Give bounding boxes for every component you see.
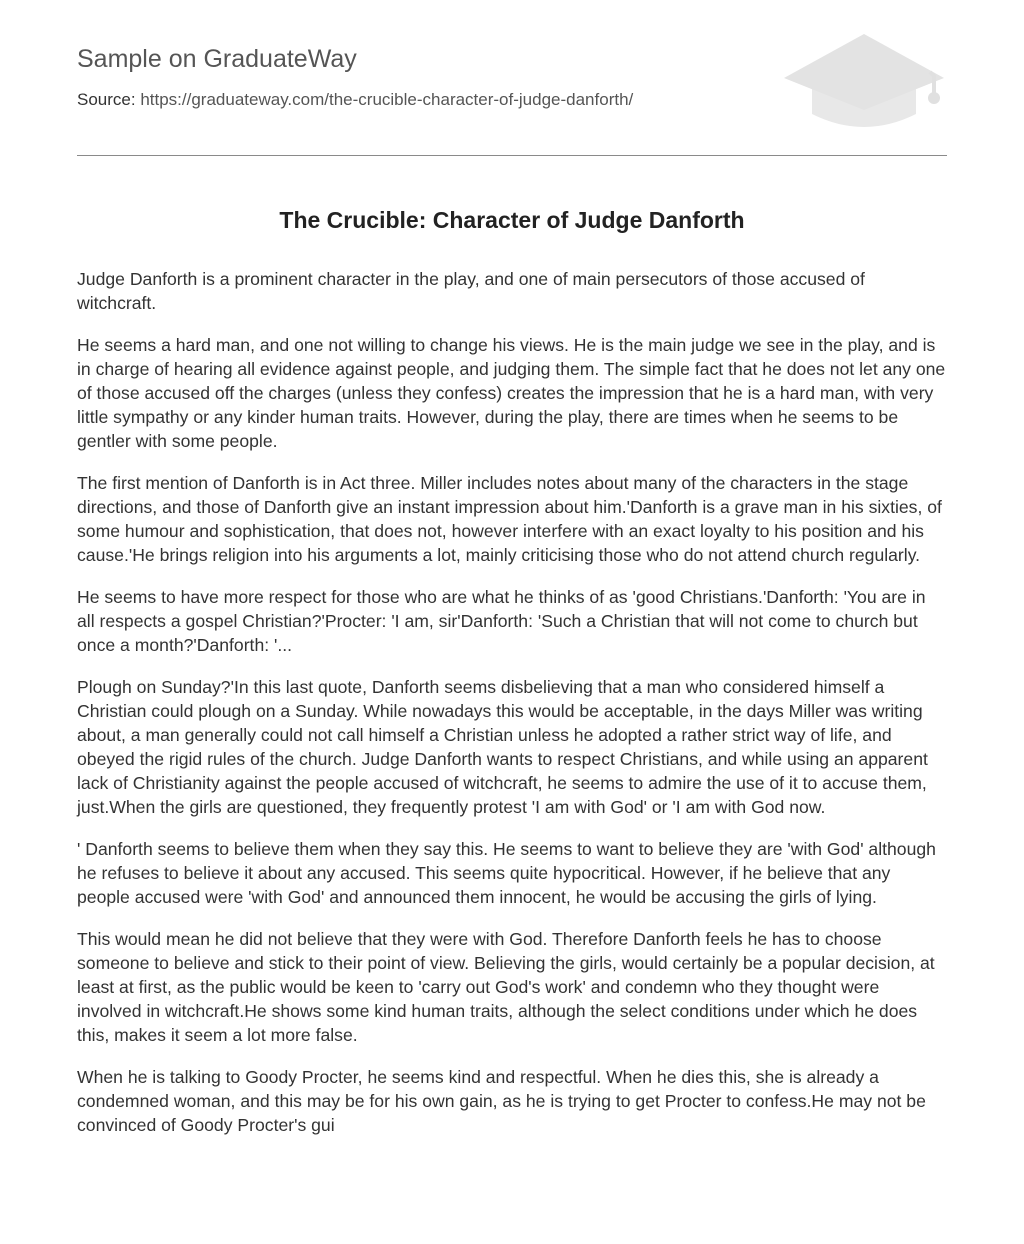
header-divider — [77, 155, 947, 156]
article-paragraph: ' Danforth seems to believe them when they say this. He seems to want to believe they are 'with God' although he refuses to believe it about any accused. This seems quite hypocritical. However, if he believe that any people accused were 'with God' and announced them innocent, he would be accusing the girls of lying. — [77, 839, 936, 907]
source-link[interactable]: https://graduateway.com/the-crucible-character-of-judge-danforth/ — [140, 90, 634, 109]
article-paragraph: Plough on Sunday?'In this last quote, Danforth seems disbelieving that a man who considered himself a Christian could plough on a Sunday. While nowadays this would be acceptable, in the days Miller was writing about, a man generally could not call himself a Christian unless he adopted a rather strict way of life, and obeyed the rigid rules of the church. Judge Danforth wants to respect Christians, and while using an apparent lack of Christianity against the people accused of witchcraft, he seems to admire the use of it to accuse them, just.When the girls are questioned, they frequently protest 'I am with God' or 'I am with God now. — [77, 677, 928, 817]
article-body — [77, 267, 947, 1155]
article-paragraph: This would mean he did not believe that they were with God. Therefore Danforth feels he has to choose someone to believe and stick to their point of view. Believing the girls, would certainly be a popular decision, at least at first, as the public would be keen to 'carry out God's work' and condemn who they thought were involved in witchcraft.He shows some kind human traits, although the select conditions under which he does this, makes it seem a lot more false. — [77, 929, 935, 1045]
source-line — [77, 89, 633, 111]
source-label: Source: — [77, 90, 136, 109]
page-header — [77, 0, 947, 156]
site-name: Sample on GraduateWay — [77, 45, 357, 73]
article-paragraph: He seems a hard man, and one not willing to change his views. He is the main judge we see in the play, and is in charge of hearing all evidence against people, and judging them. The simple fact that he does not let any one of those accused off the charges (unless they confess) creates the impression that he is a hard man, with very little sympathy or any kinder human traits. However, during the play, there are times when he seems to be gentler with some people. — [77, 335, 946, 451]
article-paragraph: He seems to have more respect for those who are what he thinks of as 'good Christians.'Danforth: 'You are in all respects a gospel Christian?'Procter: 'I am, sir'Danforth: 'Such a Christian that will not come to church but once a month?'Danforth: '... — [77, 587, 926, 655]
article-title: The Crucible: Character of Judge Danforth — [279, 207, 745, 233]
graduation-cap-icon — [780, 30, 948, 134]
article-paragraph: The first mention of Danforth is in Act three. Miller includes notes about many of the characters in the stage directions, and those of Danforth give an instant impression about him.'Danforth is a grave man in his sixties, of some humour and sophistication, that does not, however interfere with an exact loyalty to his position and his cause.'He brings religion into his arguments a lot, mainly criticising those who do not attend church regularly. — [77, 473, 942, 565]
article-paragraph: Judge Danforth is a prominent character in the play, and one of main persecutors of those accused of witchcraft. — [77, 269, 865, 313]
article-paragraph: When he is talking to Goody Procter, he seems kind and respectful. When he dies this, she is already a condemned woman, and this may be for his own gain, as he is trying to get Procter to confess.He may not be convinced of Goody Procter's gui — [77, 1067, 926, 1135]
